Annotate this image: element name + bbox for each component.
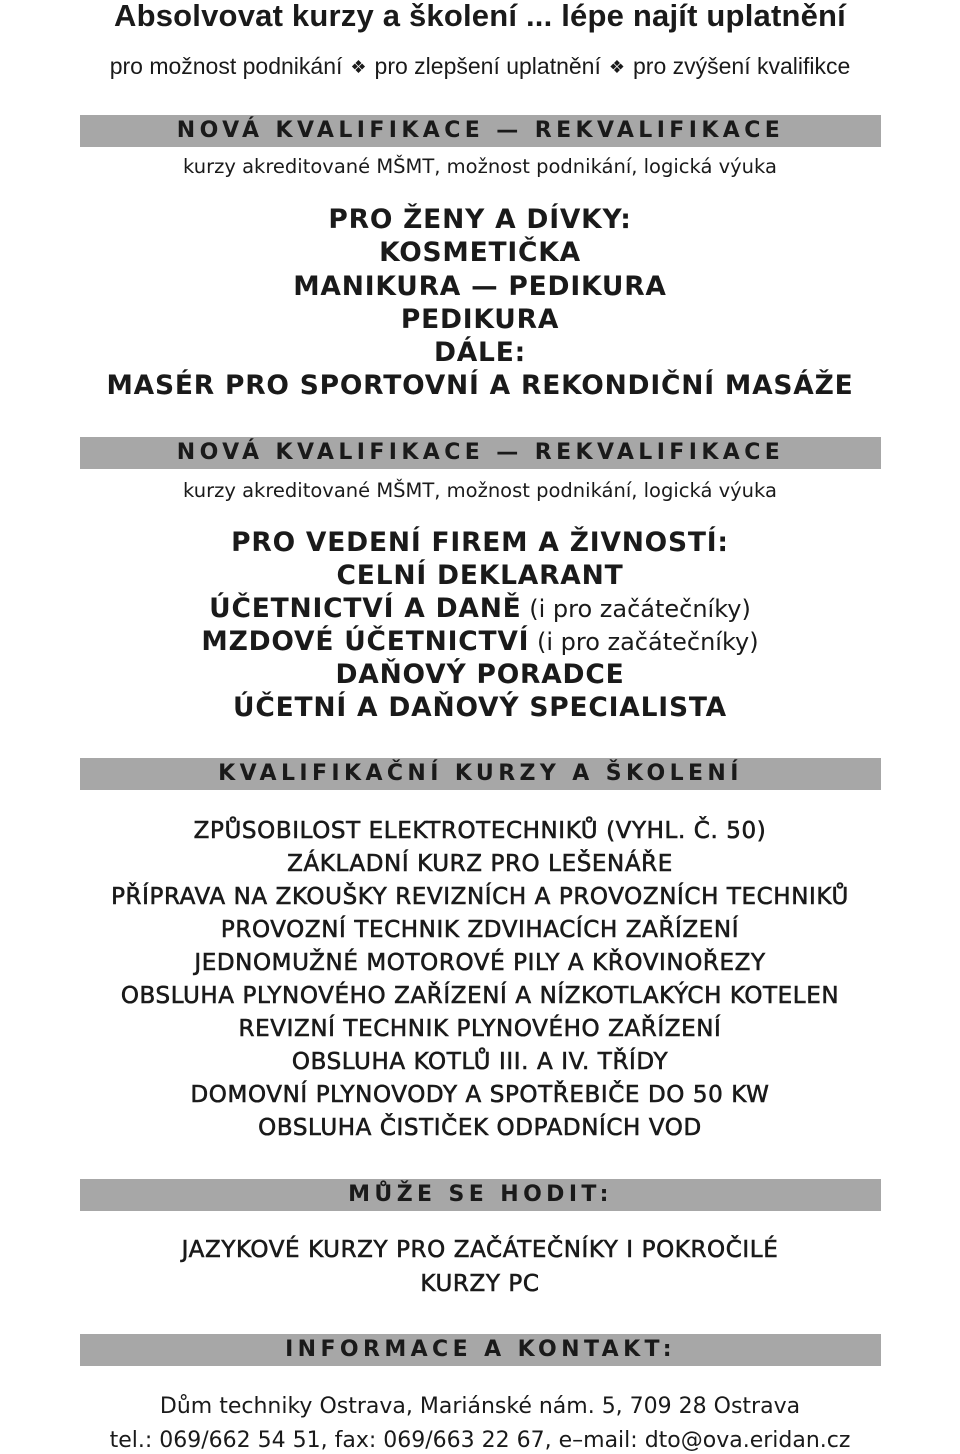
course-line: OBSLUHA PLYNOVÉHO ZAŘÍZENÍ A NÍZKOTLAKÝCH KOTELEN: [120, 983, 840, 1009]
course-line: KURZY PC: [420, 1271, 540, 1297]
course-name: DAŇOVÝ PORADCE: [335, 659, 625, 690]
course-line: OBSLUHA KOTLŮ III. A IV. TŘÍDY: [291, 1049, 669, 1075]
section-bar-label: KVALIFIKAČNÍ KURZY A ŠKOLENÍ: [218, 761, 743, 786]
course-line: PRO ŽENY A DÍVKY:: [328, 204, 632, 235]
subtitle-part-3: pro zvýšení kvalifikce: [633, 53, 851, 79]
course-line: OBSLUHA ČISTIČEK ODPADNÍCH VOD: [258, 1115, 702, 1141]
course-note: (i pro začátečníky): [521, 595, 751, 623]
accreditation-note: kurzy akreditované MŠMT, možnost podnikání, logická výuka: [183, 479, 777, 502]
course-line: PROVOZNÍ TECHNIK ZDVIHACÍCH ZAŘÍZENÍ: [220, 917, 740, 943]
course-line: [0, 527, 960, 558]
course-line: [0, 626, 960, 657]
section-bar-requalification-2: [80, 437, 881, 469]
subtitle-part-2: pro zlepšení uplatnění: [374, 53, 601, 79]
course-line: JEDNOMUŽNÉ MOTOROVÉ PILY A KŘOVINOŘEZY: [194, 950, 766, 976]
course-name: MZDOVÉ ÚČETNICTVÍ: [201, 626, 530, 657]
course-line: [0, 593, 960, 624]
section-bar-label: NOVÁ KVALIFIKACE — REKVALIFIKACE: [176, 118, 785, 143]
course-line: ZÁKLADNÍ KURZ PRO LEŠENÁŘE: [287, 851, 673, 877]
course-line: MANIKURA — PEDIKURA: [293, 271, 667, 302]
diamond-ornament-icon: ❖: [608, 57, 625, 77]
course-line: [0, 659, 960, 690]
course-line: REVIZNÍ TECHNIK PLYNOVÉHO ZAŘÍZENÍ: [238, 1016, 722, 1042]
course-line: [0, 560, 960, 591]
course-line: PŘÍPRAVA NA ZKOUŠKY REVIZNÍCH A PROVOZNÍCH TECHNIKŮ: [111, 884, 849, 910]
course-line: MASÉR PRO SPORTOVNÍ A REKONDIČNÍ MASÁŽE: [106, 370, 854, 401]
course-line: ZPŮSOBILOST ELEKTROTECHNIKŮ (VYHL. Č. 50): [193, 818, 767, 844]
contact-address: Dům techniky Ostrava, Mariánské nám. 5, 709 28 Ostrava: [159, 1394, 801, 1419]
course-name: CELNÍ DEKLARANT: [336, 560, 624, 591]
section-bar-contact: [80, 1334, 881, 1366]
subtitle: [0, 55, 960, 78]
section-bar-label: INFORMACE A KONTAKT:: [285, 1337, 676, 1362]
section-bar-label: NOVÁ KVALIFIKACE — REKVALIFIKACE: [176, 440, 785, 465]
course-line: DOMOVNÍ PLYNOVODY A SPOTŘEBIČE DO 50 KW: [190, 1082, 770, 1108]
course-line: [0, 692, 960, 723]
course-line: DÁLE:: [433, 337, 527, 368]
section-bar-requalification-1: [80, 115, 881, 147]
course-name: PRO VEDENÍ FIREM A ŽIVNOSTÍ:: [231, 527, 729, 558]
contact-phone-line: tel.: 069/662 54 51, fax: 069/663 22 67, e–mail: dto@ova.eridan.cz: [109, 1428, 851, 1453]
section-bar-may-help: [80, 1179, 881, 1211]
diamond-ornament-icon: ❖: [350, 57, 367, 77]
accreditation-note: kurzy akreditované MŠMT, možnost podnikání, logická výuka: [183, 155, 777, 178]
course-line: PEDIKURA: [400, 304, 560, 335]
subtitle-part-1: pro možnost podnikání: [109, 53, 343, 79]
section-bar-label: MŮŽE SE HODIT:: [348, 1182, 613, 1207]
course-name: ÚČETNÍ A DAŇOVÝ SPECIALISTA: [233, 692, 727, 723]
course-name: ÚČETNICTVÍ A DANĚ: [209, 593, 522, 624]
course-line: JAZYKOVÉ KURZY PRO ZAČÁTEČNÍKY I POKROČILÉ: [181, 1237, 779, 1263]
course-line: KOSMETIČKA: [379, 237, 581, 268]
section-bar-qualification-courses: [80, 758, 881, 790]
course-note: (i pro začátečníky): [529, 628, 759, 656]
page-title: Absolvovat kurzy a školení ... lépe najít uplatnění: [114, 0, 846, 33]
